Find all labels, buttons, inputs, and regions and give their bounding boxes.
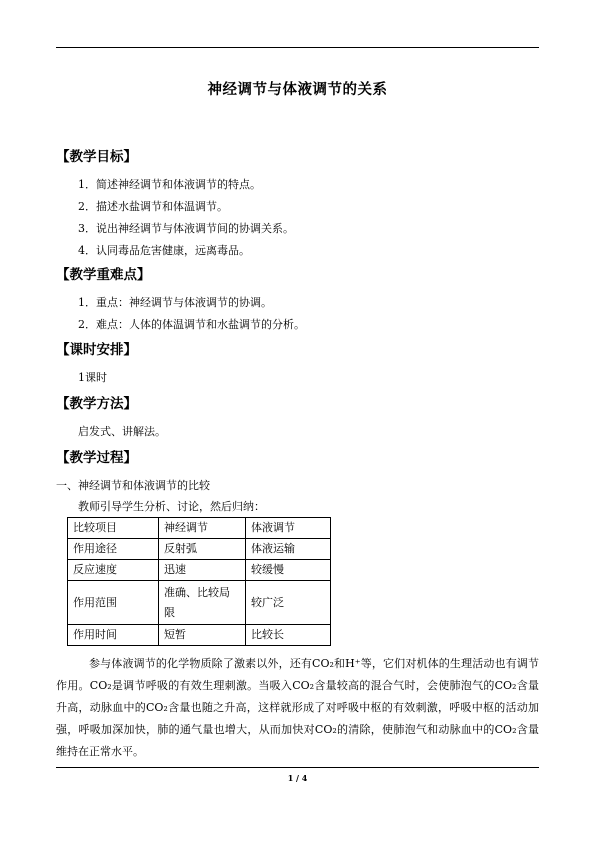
heading-methods: 【教学方法】 [56,396,137,412]
table-row [68,518,331,539]
table-cell: 反应速度 [68,560,159,581]
table-cell: 作用途径 [68,539,159,560]
table-row [68,625,331,646]
table-cell: 准确、比较局限 [159,581,246,625]
objective-item-2: 2．描述水盐调节和体温调节。 [78,200,228,213]
table-row [68,581,331,625]
key-point-item-2: 2．难点：人体的体温调节和水盐调节的分析。 [78,318,305,331]
document-title: 神经调节与体液调节的关系 [207,82,388,98]
methods-text: 启发式、讲解法。 [78,425,166,438]
table-cell: 反射弧 [159,539,246,560]
page-number: 1 / 4 [287,773,308,783]
table-row [68,539,331,560]
heading-process: 【教学过程】 [56,450,137,466]
heading-schedule: 【课时安排】 [56,342,137,358]
table-cell: 神经调节 [159,518,246,539]
table-cell: 短暂 [159,625,246,646]
table-cell: 比较项目 [68,518,159,539]
schedule-text: 1课时 [78,371,107,384]
heading-objectives: 【教学目标】 [56,149,137,165]
footer-rule [56,767,539,768]
objective-item-3: 3．说出神经调节与体液调节间的协调关系。 [78,222,294,235]
table-cell: 较广泛 [246,581,331,625]
table-row [68,560,331,581]
key-point-item-1: 1．重点：神经调节与体液调节的协调。 [78,296,272,309]
objective-item-1: 1．简述神经调节和体液调节的特点。 [78,178,261,191]
comparison-table [67,517,331,646]
table-cell: 作用时间 [68,625,159,646]
table-cell: 迅速 [159,560,246,581]
table-cell: 较缓慢 [246,560,331,581]
table-cell: 比较长 [246,625,331,646]
table-cell: 体液调节 [246,518,331,539]
body-paragraph: 参与体液调节的化学物质除了激素以外，还有CO₂和H⁺等，它们对机体的生理活动也有调节作用。CO₂是调节呼吸的有效生理刺激。当吸入CO₂含量较高的混合气时，会使肺泡气的CO₂含量升高，动脉血中的CO₂含量也随之升高，这样就形成了对呼吸中枢的有效刺激，呼吸中枢的活动加强，呼吸加深加快，肺的通气量也增大，从而加快对CO₂的清除，使肺泡气和动脉血中的CO₂含量维持在正常水平。 [56,657,539,758]
process-intro: 教师引导学生分析、讨论，然后归纳： [78,500,265,513]
table-cell: 作用范围 [68,581,159,625]
header-rule [56,47,539,48]
objective-item-4: 4．认同毒品危害健康，远离毒品。 [78,244,250,257]
process-subheading: 一、神经调节和体液调节的比较 [56,479,210,492]
heading-key-points: 【教学重难点】 [56,267,151,283]
table-cell: 体液运输 [246,539,331,560]
